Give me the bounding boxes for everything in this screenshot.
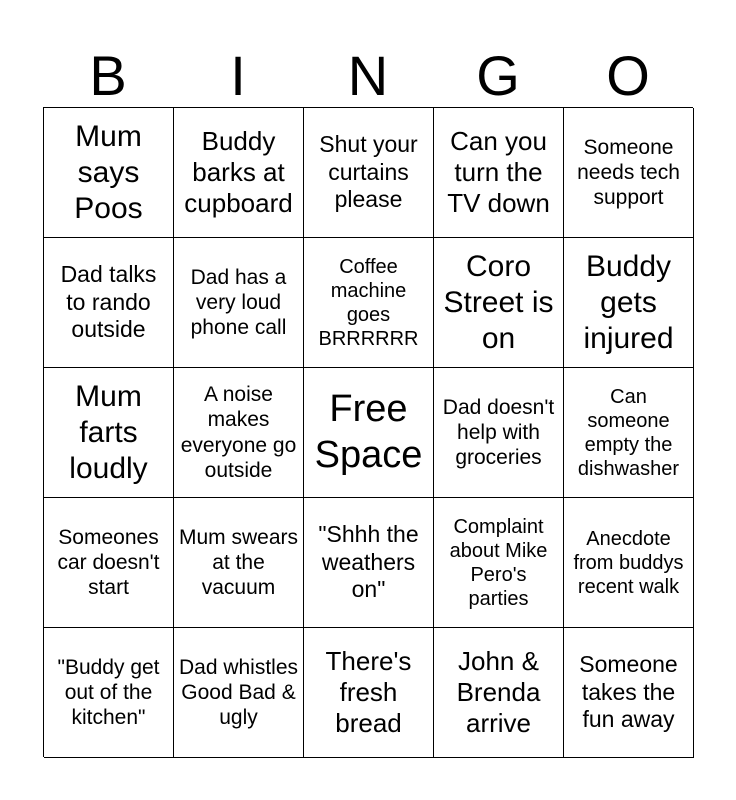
bingo-cell[interactable] [174,498,304,628]
cell-text: Free Space [314,387,423,476]
bingo-cell[interactable] [434,238,564,368]
cell-text: A noise makes everyone go outside [180,383,297,482]
cell-text: Dad whistles Good Bad & ugly [178,655,299,730]
cell-text: Complaint about Mike Pero's parties [449,515,548,610]
bingo-card-grid [43,107,693,757]
cell-text: There's fresh bread [325,645,412,739]
cell-text: Mum swears at the vacuum [178,525,299,600]
bingo-cell[interactable] [564,498,694,628]
cell-text: Buddy barks at cupboard [184,125,293,219]
cell-text: "Buddy get out of the kitchen" [57,655,160,730]
cell-text: Buddy gets injured [583,249,674,355]
header-letter-n: N [347,43,389,107]
bingo-cell[interactable] [44,238,174,368]
bingo-cell[interactable] [304,498,434,628]
cell-text: Someone takes the fun away [579,651,678,733]
bingo-cell[interactable] [304,628,434,758]
bingo-cell[interactable] [174,238,304,368]
bingo-cell[interactable] [174,368,304,498]
bingo-cell[interactable] [564,238,694,368]
header-letter-b: B [89,43,127,107]
bingo-header [43,42,693,108]
bingo-cell[interactable] [564,108,694,238]
cell-text: John & Brenda arrive [456,645,541,739]
bingo-cell[interactable] [304,108,434,238]
bingo-cell[interactable] [44,108,174,238]
cell-text: Mum says Poos [74,119,143,225]
bingo-cell[interactable] [434,108,564,238]
cell-text: Can someone empty the dishwasher [577,385,680,480]
cell-text: Anecdote from buddys recent walk [573,527,684,598]
header-letter-o: O [606,43,650,107]
cell-text: Dad doesn't help with groceries [442,395,555,470]
bingo-cell[interactable] [304,238,434,368]
cell-text: Shut your curtains please [319,131,418,213]
cell-text: Dad talks to rando outside [60,261,157,343]
cell-text: Coffee machine goes BRRRRRR [318,255,419,350]
bingo-cell[interactable] [564,368,694,498]
header-letter-g: G [476,43,520,107]
free-space-cell[interactable] [304,368,434,498]
cell-text: Dad has a very loud phone call [190,265,287,340]
bingo-cell[interactable] [44,498,174,628]
cell-text: Can you turn the TV down [447,125,550,219]
bingo-cell[interactable] [434,368,564,498]
header-letter-i: I [230,43,246,107]
bingo-cell[interactable] [434,498,564,628]
cell-text: Someone needs tech support [577,135,680,210]
cell-text: Coro Street is on [443,249,554,355]
cell-text: "Shhh the weathers on" [318,521,419,603]
bingo-cell[interactable] [434,628,564,758]
bingo-cell[interactable] [564,628,694,758]
cell-text: Mum farts loudly [69,379,148,485]
bingo-cell[interactable] [174,108,304,238]
bingo-cell[interactable] [174,628,304,758]
bingo-cell[interactable] [44,628,174,758]
bingo-cell[interactable] [44,368,174,498]
cell-text: Someones car doesn't start [57,525,160,600]
